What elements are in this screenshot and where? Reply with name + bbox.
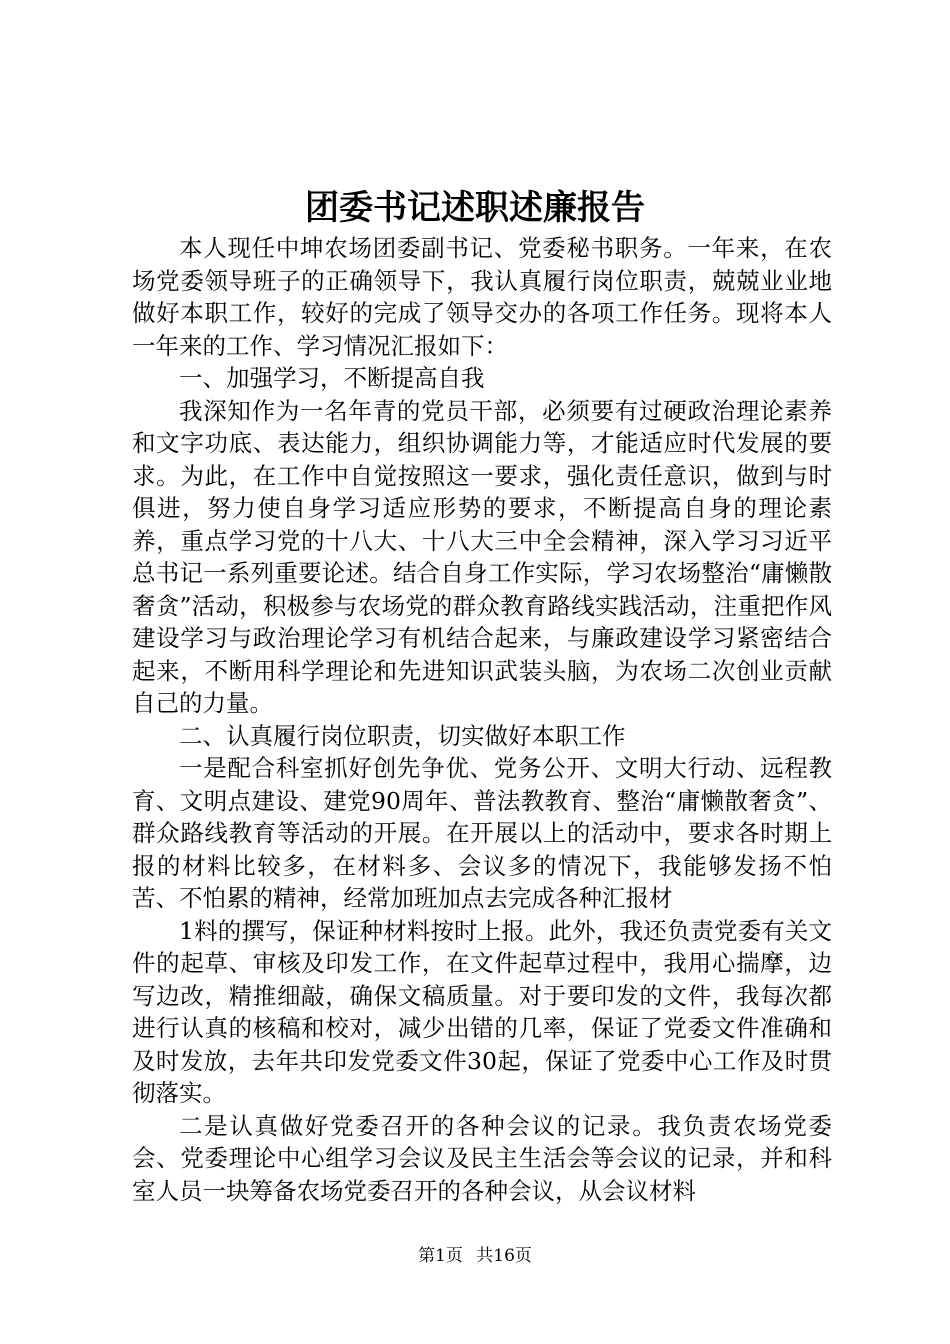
paragraph-duty-2: 1料的撰写，保证种材料按时上报。此外，我还负责党委有关文件的起草、审核及印发工作，在文件起草过程中，我用心揣摩，边写边改，精推细敲，确保文稿质量。对于要印发的文件，我每次都进行认真的核稿和校对，减少出错的几率，保证了党委文件准确和及时发放，去年共印发党委文件30起，保证了党委中心工作及时贯彻落实。: [132, 916, 832, 1107]
page-number: 第1页: [418, 1246, 463, 1266]
paragraph-duty-3: 二是认真做好党委召开的各种会议的记录。我负责农场党委会、党委理论中心组学习会议及民主生活会等会议的记录，并和科室人员一块筹备农场党委召开的各种会议，从会议材料: [132, 1111, 832, 1205]
paragraph-study: 我深知作为一名年青的党员干部，必须要有过硬政治理论素养和文字功底、表达能力，组织协调能力等，才能适应时代发展的要求。为此，在工作中自觉按照这一要求，强化责任意识，做到与时俱进，努力使自身学习适应形势的要求，不断提高自身的理论素养，重点学习党的十八大、十八大三中全会精神，深入学习习近平总书记一系列重要论述。结合自身工作实际，学习农场整治“庸懒散奢贪”活动，积极参与农场党的群众教育路线实践活动，注重把作风建设学习与政治理论学习有机结合起来，与廉政建设学习紧密结合起来，不断用科学理论和先进知识武装头脑，为农场二次创业贡献自己的力量。: [132, 396, 832, 717]
page-total: 共16页: [476, 1246, 532, 1266]
paragraph-intro: 本人现任中坤农场团委副书记、党委秘书职务。一年来，在农场党委领导班子的正确领导下，我认真履行岗位职责，兢兢业业地做好本职工作，较好的完成了领导交办的各项工作任务。现将本人一年来的工作、学习情况汇报如下：: [132, 234, 832, 360]
document-title: 团委书记述职述廉报告: [305, 188, 645, 228]
document-body: [132, 232, 832, 1207]
paragraph-duty-1: 一是配合科室抓好创先争优、党务公开、文明大行动、远程教育、文明点建设、建党90周年、普法教教育、整治“庸懒散奢贪”、群众路线教育等活动的开展。在开展以上的活动中，要求各时期上报的材料比较多，在材料多、会议多的情况下，我能够发扬不怕苦、不怕累的精神，经常加班加点去完成各种汇报材: [132, 754, 832, 912]
page-footer: [0, 1241, 950, 1266]
section-heading-2: 二、认真履行岗位职责，切实做好本职工作: [179, 721, 626, 750]
section-heading-1: 一、加强学习，不断提高自我: [179, 364, 485, 392]
